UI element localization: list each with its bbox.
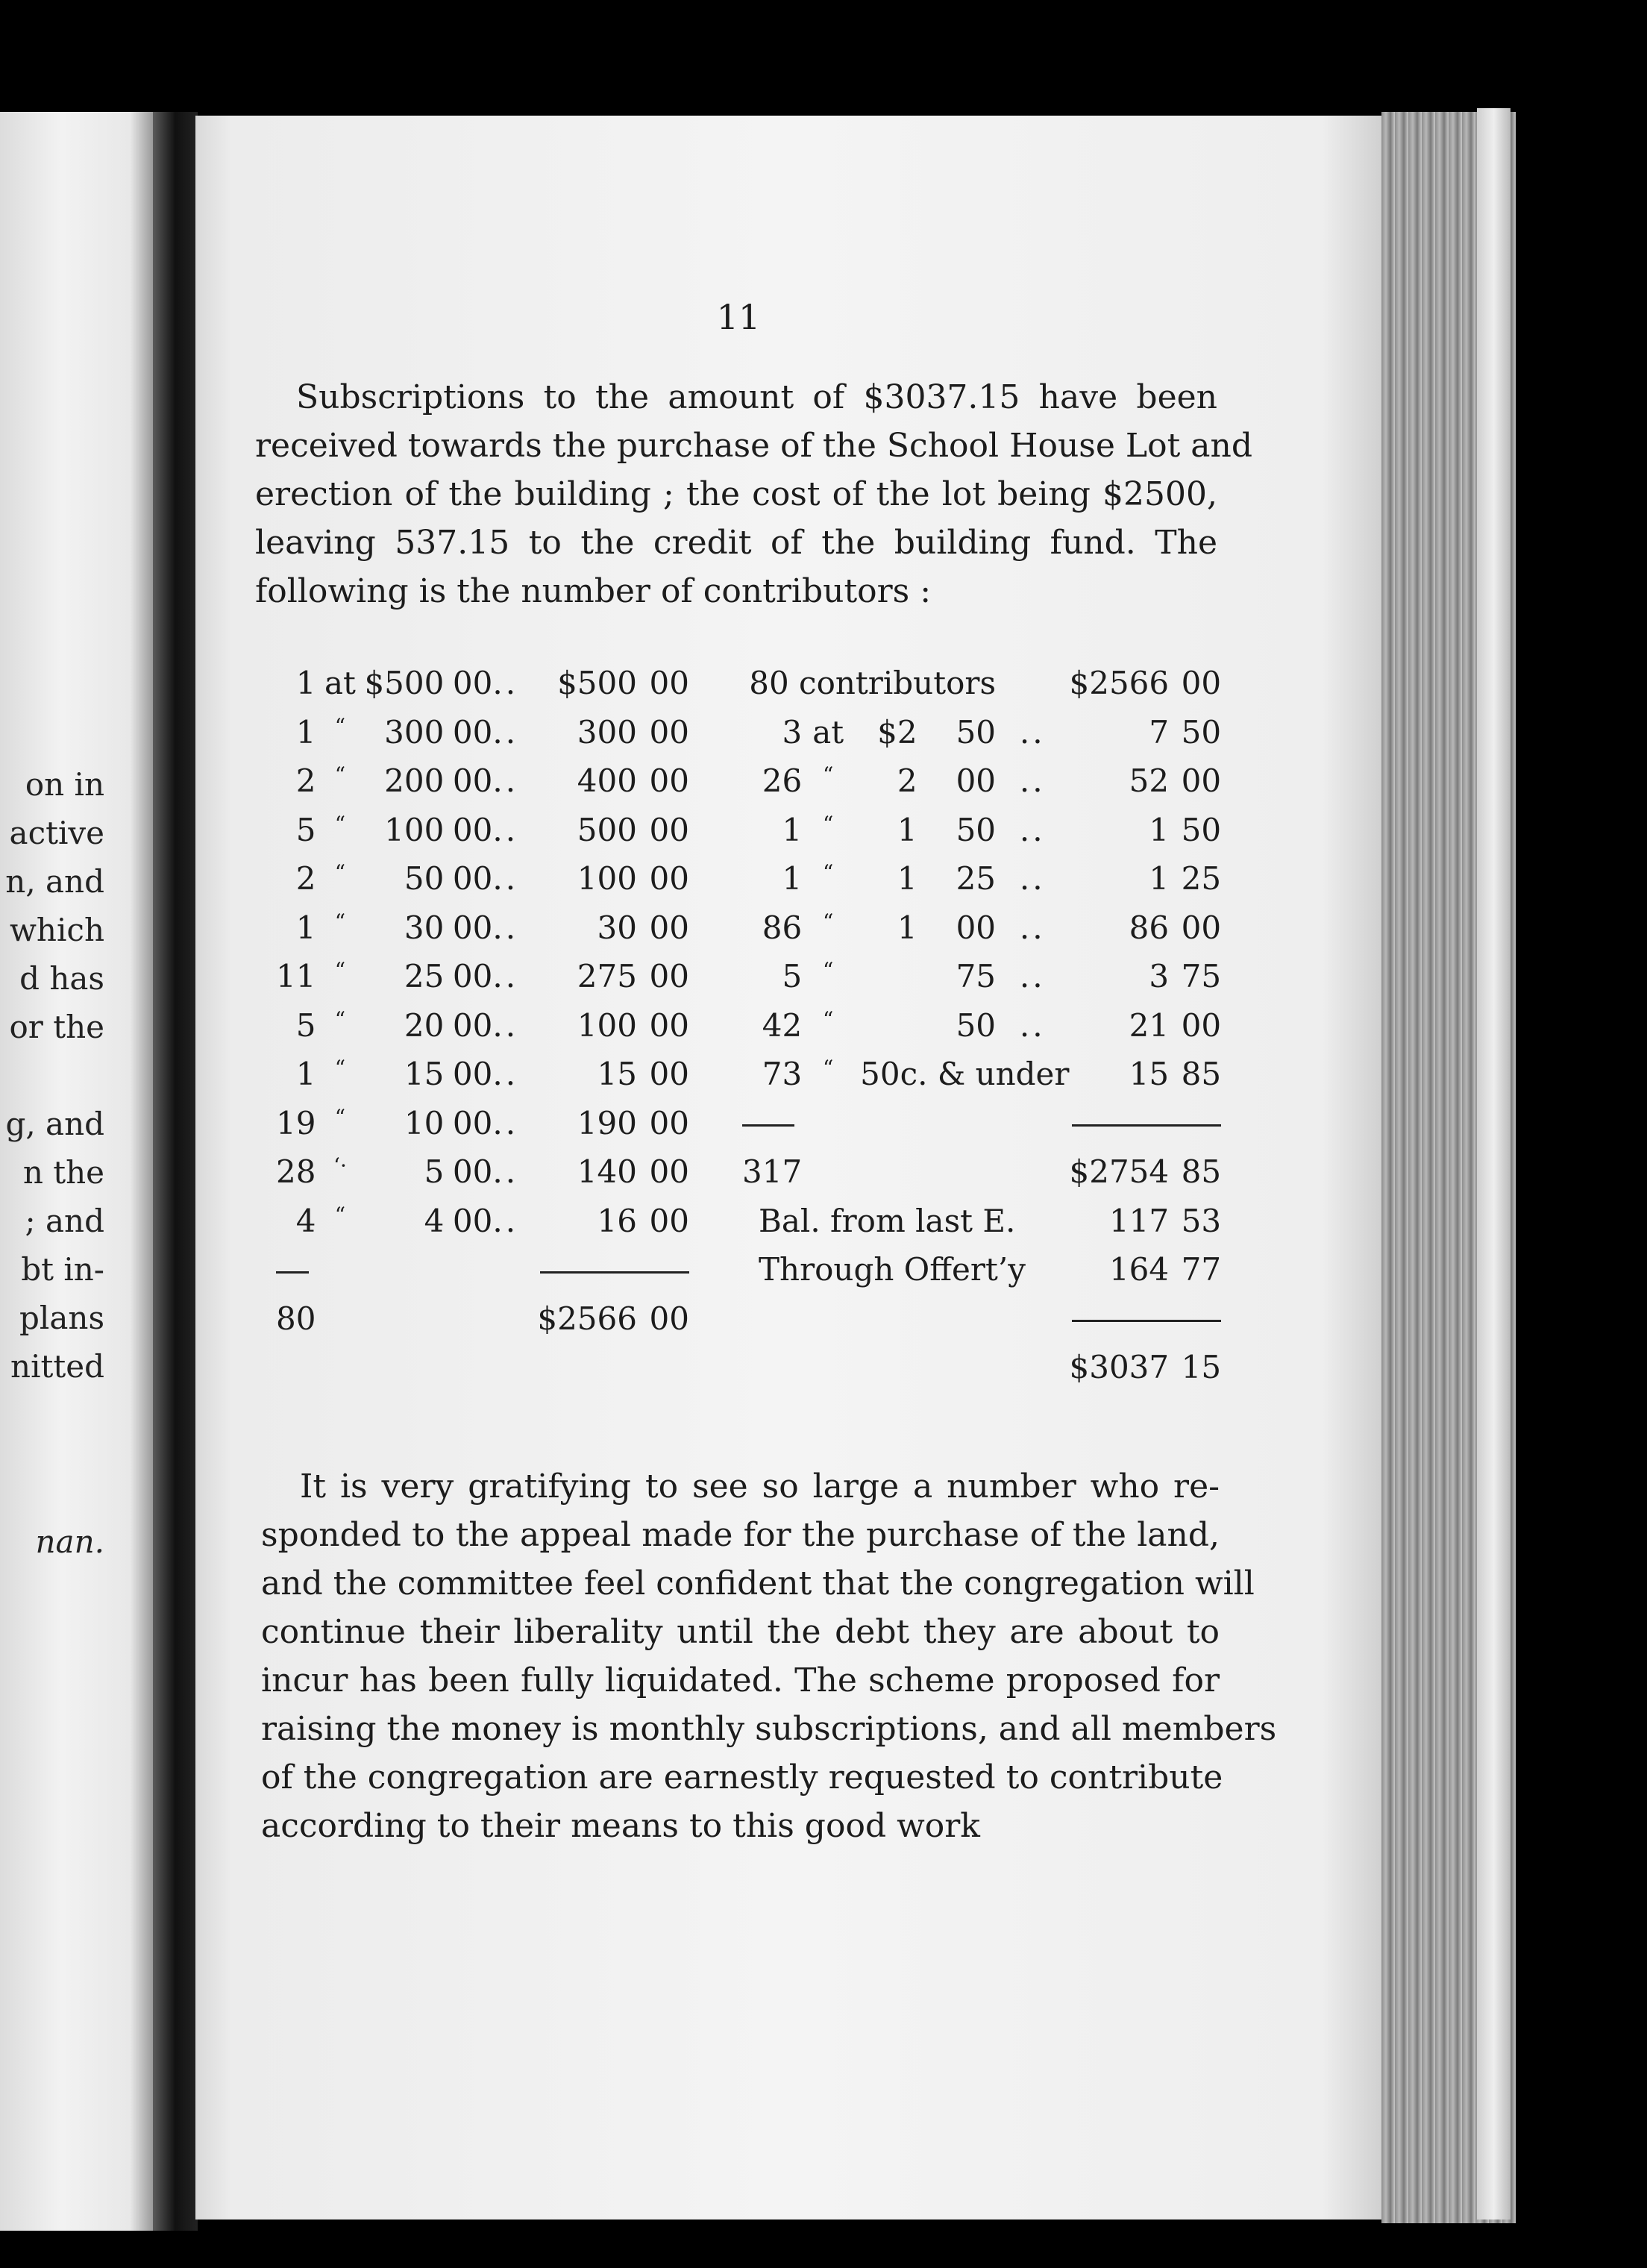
ledger-dots: .. <box>1019 909 1046 946</box>
left-page-fragment: nitted <box>10 1348 104 1385</box>
ledger-each: $2 <box>877 713 917 751</box>
ledger-dots: .. <box>1019 958 1046 995</box>
ledger-dots: .. <box>492 1104 519 1141</box>
ledger-total: 400 <box>577 762 637 800</box>
ledger-dots: .. <box>492 909 519 946</box>
ledger-total: 275 <box>577 958 637 995</box>
ledger-total: 15 <box>1129 1056 1170 1093</box>
ledger-each-cents: 00 <box>452 665 493 702</box>
paragraph-line: sponded to the appeal made for the purchase of the land, <box>261 1516 1220 1554</box>
ledger-count: 26 <box>762 762 803 800</box>
ledger-total: 52 <box>1129 762 1170 800</box>
ledger-total: 1 <box>1149 860 1170 898</box>
ledger-count: 5 <box>295 811 316 848</box>
ledger-subtotal-cents: 85 <box>1181 1153 1222 1191</box>
ledger-row <box>276 854 689 903</box>
total-rule <box>1072 1124 1221 1127</box>
ledger-total: 7 <box>1149 713 1170 751</box>
paragraph-line: continue their liberality until the debt they are about to <box>261 1613 1220 1651</box>
ledger-each-cents: 00 <box>452 762 493 800</box>
left-ledger-body <box>276 659 689 1245</box>
ledger-row <box>742 806 1221 855</box>
left-ledger-footer <box>276 1245 689 1343</box>
facing-page-left <box>0 112 153 2231</box>
ledger-total-cents: 00 <box>1181 762 1222 800</box>
ledger-row <box>742 952 1221 1001</box>
left-page-fragment: n, and <box>5 863 104 900</box>
ledger-at: “ <box>823 860 834 886</box>
right-ledger-body <box>742 708 1221 1050</box>
ledger-row <box>276 1147 689 1197</box>
ledger-at: “ <box>823 958 834 983</box>
paragraph-line: according to their means to this good work <box>261 1807 980 1845</box>
intro-paragraph <box>255 373 1252 615</box>
ledger-each-cents: 25 <box>956 860 997 898</box>
ledger-total: 16 <box>597 1202 637 1239</box>
ledger-total: 15 <box>597 1056 637 1093</box>
ledger-dots: .. <box>1019 860 1046 898</box>
ledger-total-cents: 00 <box>649 1104 689 1141</box>
ledger-count: 1 <box>782 860 803 898</box>
ledger-total-row <box>276 1294 689 1344</box>
ledger-at: at <box>324 665 356 702</box>
ledger-total-count: 317 <box>742 1153 803 1191</box>
ledger-dots: .. <box>1019 762 1046 800</box>
ledger-row <box>742 854 1221 903</box>
ledger-total-cents: 00 <box>1181 909 1222 946</box>
ledger-each-cents: 00 <box>956 762 997 800</box>
paragraph-line: of the congregation are earnestly requested to contribute <box>261 1758 1223 1796</box>
ledger-row <box>276 1050 689 1099</box>
ledger-count: 2 <box>295 762 316 800</box>
ledger-at: at <box>812 713 844 751</box>
ledger-each: 1 <box>897 909 917 946</box>
ledger-each: 2 <box>897 762 917 800</box>
ledger-count: 73 <box>762 1056 803 1093</box>
ledger-dots: .. <box>492 860 519 898</box>
paragraph-line: erection of the building ; the cost of the lot being $2500, <box>255 475 1217 513</box>
ledger-count: 86 <box>762 909 803 946</box>
carried-forward-row <box>742 659 1221 708</box>
ledger-each-cents: 50 <box>956 1006 997 1044</box>
ledger-rule-row <box>276 1245 689 1294</box>
ledger-dots: .. <box>492 762 519 800</box>
ledger-total-cents: 00 <box>649 1006 689 1044</box>
ledger-at: “ <box>334 860 346 886</box>
ledger-grand-total: $3037 <box>1069 1349 1170 1386</box>
ledger-each-cents: 00 <box>452 860 493 898</box>
ledger-each: 100 <box>384 811 445 848</box>
closing-paragraph <box>261 1462 1277 1850</box>
left-page-fragment: n the <box>22 1154 104 1191</box>
ledger-at: “ <box>334 909 346 934</box>
ledger-dots: .. <box>492 1153 519 1191</box>
ledger-total: 1 <box>1149 811 1170 848</box>
ledger-each: 4 <box>424 1202 445 1239</box>
ledger-at: “ <box>334 1104 346 1130</box>
ledger-total-cents: 85 <box>1181 1056 1222 1093</box>
ledger-total-cents: 00 <box>649 958 689 995</box>
ledger-total: 21 <box>1129 1006 1170 1044</box>
paragraph-line: raising the money is monthly subscriptions, and all members <box>261 1710 1277 1748</box>
ledger-total: 86 <box>1129 909 1170 946</box>
ledger-count: 2 <box>295 860 316 898</box>
ledger-last-row <box>742 1050 1221 1099</box>
ledger-row <box>742 756 1221 806</box>
ledger-each: 30 <box>404 909 445 946</box>
ledger-dots: .. <box>492 958 519 995</box>
page-number: 11 <box>716 297 761 337</box>
ledger-count: 1 <box>295 713 316 751</box>
ledger-total-cents: 50 <box>1181 713 1222 751</box>
ledger-rule-row <box>742 1294 1221 1344</box>
ledger-each-cents: 00 <box>452 958 493 995</box>
ledger-at: “ <box>334 958 346 983</box>
carried-cents: 00 <box>1181 665 1222 702</box>
ledger-each-cents: 00 <box>452 909 493 946</box>
left-page-fragment: or the <box>9 1009 104 1045</box>
ledger-grand-total: $2566 <box>537 1300 637 1337</box>
ledger-each: 15 <box>404 1056 445 1093</box>
ledger-count: 4 <box>295 1202 316 1239</box>
offertory-amount: 164 <box>1108 1251 1170 1288</box>
ledger-at: “ <box>334 713 346 739</box>
ledger-total-cents: 00 <box>649 665 689 702</box>
right-ledger-footer <box>742 1050 1221 1392</box>
ledger-dots: .. <box>1019 1006 1046 1044</box>
ledger-each-cents: 00 <box>452 1153 493 1191</box>
right-ledger-carried <box>742 659 1221 708</box>
paragraph-line: It is very gratifying to see so large a number who re- <box>300 1467 1220 1506</box>
ledger-count: 1 <box>295 909 316 946</box>
ledger-count: 3 <box>782 713 803 751</box>
ledger-each <box>854 952 917 1001</box>
ledger-row <box>742 1001 1221 1050</box>
carried-label: 80 contributors <box>749 665 997 702</box>
ledger-each: 10 <box>404 1104 445 1141</box>
right-ledger-table <box>742 659 1221 1392</box>
ledger-row <box>742 903 1221 953</box>
ledger-count: 5 <box>295 1006 316 1044</box>
ledger-total-cents: 00 <box>649 762 689 800</box>
balance-cents: 53 <box>1181 1202 1222 1239</box>
ledger-each: 200 <box>384 762 445 800</box>
left-page-fragment: ; and <box>25 1203 104 1239</box>
left-page-fragment: which <box>9 912 104 948</box>
ledger-count: 1 <box>295 665 316 702</box>
ledger-row <box>276 756 689 806</box>
ledger-total-count: 80 <box>276 1300 316 1337</box>
page-edges-highlight <box>1477 108 1510 2220</box>
ledger-each <box>854 1001 917 1050</box>
ledger-row <box>742 708 1221 757</box>
ledger-at: “ <box>334 762 346 788</box>
ledger-total: 140 <box>577 1153 637 1191</box>
ledger-dots: .. <box>1019 713 1046 751</box>
ledger-dots: .. <box>492 1202 519 1239</box>
ledger-total-cents: 50 <box>1181 811 1222 848</box>
ledger-each-cents: 50 <box>956 713 997 751</box>
ledger-row <box>276 952 689 1001</box>
left-page-fragment: bt in- <box>21 1251 104 1288</box>
ledger-each: 5 <box>424 1153 445 1191</box>
ledger-at: “ <box>334 1006 346 1032</box>
ledger-dots: .. <box>492 713 519 751</box>
ledger-each-cents: 00 <box>452 1104 493 1141</box>
ledger-each: $500 <box>364 665 445 702</box>
ledger-total-cents: 00 <box>1181 1006 1222 1044</box>
paragraph-line: Subscriptions to the amount of $3037.15 have been <box>296 378 1217 416</box>
total-rule <box>540 1271 689 1274</box>
ledger-at: “ <box>334 1202 346 1227</box>
total-rule <box>1072 1320 1221 1322</box>
paragraph-line: received towards the purchase of the School House Lot and <box>255 427 1252 465</box>
left-page-fragment: active <box>9 815 104 851</box>
paragraph-line: following is the number of contributors : <box>255 572 932 610</box>
ledger-at: “ <box>823 1006 834 1032</box>
ledger-rule-row <box>742 1099 1221 1148</box>
offertory-label: Through Offert’y <box>759 1251 1026 1288</box>
ledger-total: 3 <box>1149 958 1170 995</box>
ledger-at: “ <box>823 909 834 934</box>
ledger-grand-total-row <box>742 1343 1221 1392</box>
ledger-total: 300 <box>577 713 637 751</box>
carried-amount: $2566 <box>1069 665 1170 702</box>
ledger-subtotal: $2754 <box>1069 1153 1170 1191</box>
ledger-balance-row <box>742 1197 1221 1246</box>
ledger-total: 190 <box>577 1104 637 1141</box>
ledger-total-cents: 00 <box>649 1202 689 1239</box>
offertory-cents: 77 <box>1181 1251 1222 1288</box>
ledger-each: 20 <box>404 1006 445 1044</box>
ledger-count: 28 <box>276 1153 316 1191</box>
ledger-count: 19 <box>276 1104 316 1141</box>
ledger-row <box>276 708 689 757</box>
ledger-grand-total-cents: 15 <box>1181 1349 1222 1386</box>
ledger-each: 25 <box>404 958 445 995</box>
ledger-total-cents: 00 <box>649 860 689 898</box>
ledger-grand-total-cents: 00 <box>649 1300 689 1337</box>
ledger-at: “ <box>334 1056 346 1081</box>
ledger-count: 42 <box>762 1006 803 1044</box>
ledger-dots: .. <box>492 665 519 702</box>
ledger-each: 300 <box>384 713 445 751</box>
ledger-total-cents: 00 <box>649 1056 689 1093</box>
ledger-row <box>276 806 689 855</box>
ledger-count: 1 <box>295 1056 316 1093</box>
ledger-dots: .. <box>492 1056 519 1093</box>
left-page-fragment: g, and <box>5 1106 104 1142</box>
ledger-count: 1 <box>782 811 803 848</box>
left-ledger-table <box>276 659 689 1343</box>
paragraph-line: leaving 537.15 to the credit of the building fund. The <box>255 524 1217 562</box>
ledger-total-cents: 00 <box>649 811 689 848</box>
ledger-row <box>276 903 689 953</box>
count-rule <box>742 1124 794 1127</box>
balance-label: Bal. from last E. <box>759 1202 1016 1239</box>
ledger-each-cents: 00 <box>452 1006 493 1044</box>
paragraph-line: incur has been fully liquidated. The scheme proposed for <box>261 1661 1220 1700</box>
ledger-at: “ <box>823 1056 834 1081</box>
left-page-fragment: nan. <box>35 1523 104 1560</box>
ledger-count: 11 <box>276 958 316 995</box>
ledger-each-cents: 50 <box>956 811 997 848</box>
ledger-total: 100 <box>577 1006 637 1044</box>
ledger-at: “ <box>823 811 834 836</box>
ledger-each-cents: 00 <box>452 811 493 848</box>
ledger-dots: .. <box>492 811 519 848</box>
ledger-total-cents: 75 <box>1181 958 1222 995</box>
left-page-fragment: d has <box>19 960 104 997</box>
ledger-total: 100 <box>577 860 637 898</box>
ledger-total-cents: 00 <box>649 1153 689 1191</box>
ledger-total: $500 <box>557 665 637 702</box>
ledger-each-cents: 00 <box>452 1202 493 1239</box>
ledger-row <box>276 1197 689 1246</box>
ledger-row <box>276 1001 689 1050</box>
ledger-each: 50 <box>404 860 445 898</box>
paragraph-line: and the committee feel confident that the congregation will <box>261 1564 1255 1603</box>
balance-amount: 117 <box>1108 1202 1170 1239</box>
ledger-count: 5 <box>782 958 803 995</box>
ledger-at: ‘· <box>333 1153 347 1179</box>
ledger-row <box>276 1099 689 1148</box>
ledger-total: 30 <box>597 909 637 946</box>
left-page-fragment: on in <box>25 766 104 803</box>
ledger-row <box>276 659 689 708</box>
ledger-total-cents: 25 <box>1181 860 1222 898</box>
ledger-each-cents: 00 <box>452 713 493 751</box>
ledger-dots: .. <box>492 1006 519 1044</box>
ledger-each-cents: 75 <box>956 958 997 995</box>
ledger-total-cents: 00 <box>649 909 689 946</box>
ledger-each: 1 <box>897 811 917 848</box>
count-rule <box>276 1271 309 1274</box>
left-page-fragment: plans <box>19 1300 104 1336</box>
ledger-each-cents: 00 <box>956 909 997 946</box>
ledger-dots: .. <box>1019 811 1046 848</box>
ledger-desc: 50c. & under <box>860 1056 1070 1093</box>
ledger-each-cents: 00 <box>452 1056 493 1093</box>
book-gutter <box>153 112 198 2231</box>
ledger-total: 500 <box>577 811 637 848</box>
ledger-at: “ <box>334 811 346 836</box>
ledger-at: “ <box>823 762 834 788</box>
ledger-subtotal-row <box>742 1147 1221 1197</box>
ledger-offertory-row <box>742 1245 1221 1294</box>
ledger-total-cents: 00 <box>649 713 689 751</box>
ledger-each: 1 <box>897 860 917 898</box>
